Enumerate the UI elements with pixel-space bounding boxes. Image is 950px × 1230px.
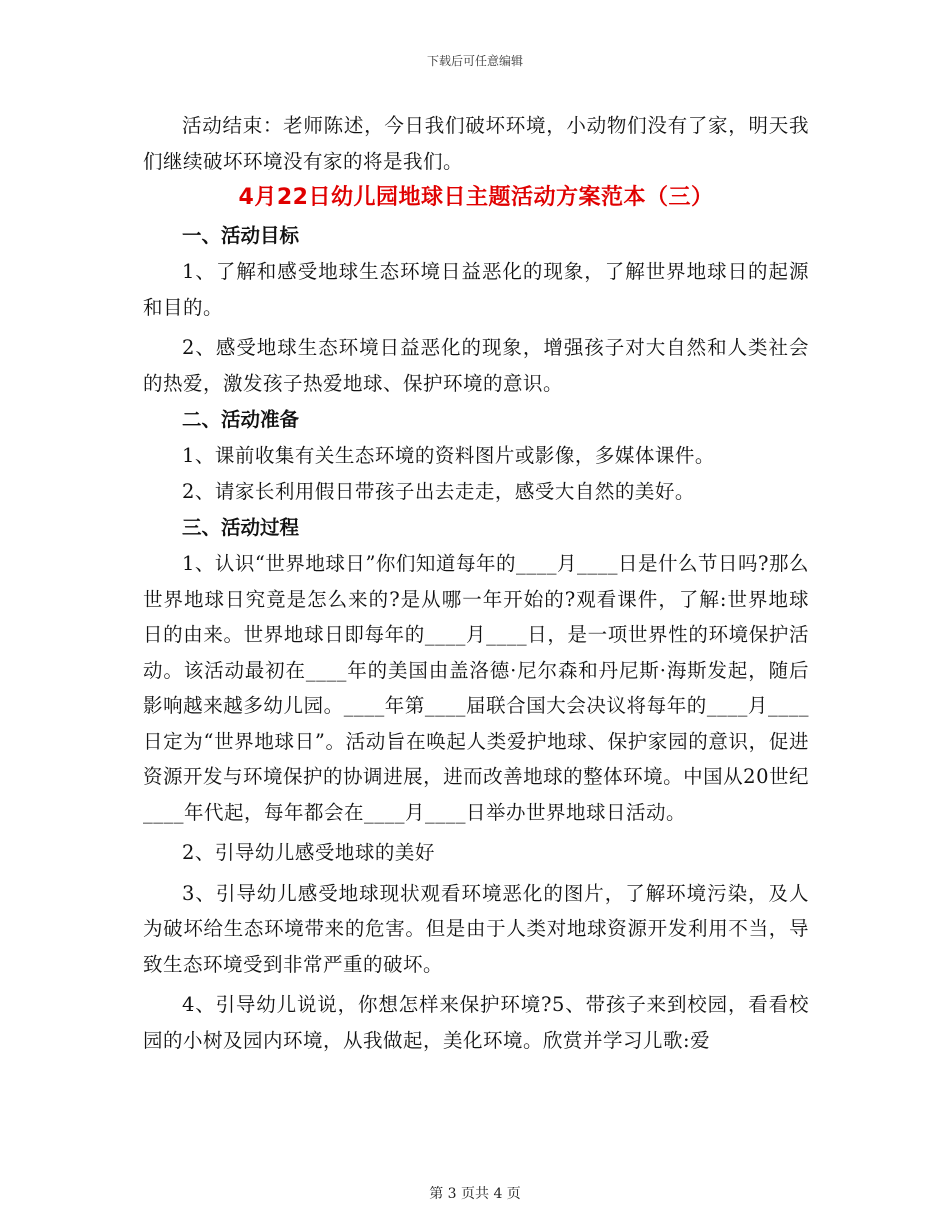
goal-item-2: 2、感受地球生态环境日益恶化的现象，增强孩子对大自然和人类社会的热爱，激发孩子热爱地球、保护环境的意识。 bbox=[143, 336, 809, 395]
document-body bbox=[143, 108, 809, 1058]
prep-item-2: 2、请家长利用假日带孩子出去走走，感受大自然的美好。 bbox=[182, 479, 695, 503]
goal-item-1: 1、了解和感受地球生态环境日益恶化的现象，了解世界地球日的起源和目的。 bbox=[143, 260, 809, 319]
page-header: 下载后可任意编辑 bbox=[426, 54, 523, 68]
process-item-1: 1、认识“世界地球日”你们知道每年的____月____日是什么节日吗?那么世界地球日究竟是怎么来的?是从哪一年开始的?观看课件，了解:世界地球日的由来。世界地球日即每年的____月____日，是一项世界性的环境保护活动。该活动最初在____年的美国由盖洛德·尼尔森和丹尼斯·海斯发起，随后影响越来越多幼儿园。____年第____届联合国大会决议将每年的____月____日定为“世界地球日”。活动旨在唤起人类爱护地球、保护家园的意识，促进资源开发与环境保护的协调进展，进而改善地球的整体环境。中国从20世纪____年代起，每年都会在____月____日举办世界地球日活动。 bbox=[143, 552, 809, 824]
process-item-3: 3、引导幼儿感受地球现状观看环境恶化的图片，了解环境污染，及人为破坏给生态环境带来的危害。但是由于人类对地球资源开发利用不当，导致生态环境受到非常严重的破坏。 bbox=[143, 881, 809, 976]
section-title: 4月22日幼儿园地球日主题活动方案范本（三） bbox=[238, 185, 714, 210]
process-heading: 三、活动过程 bbox=[182, 516, 300, 539]
closing-paragraph: 活动结束：老师陈述，今日我们破坏环境，小动物们没有了家，明天我们继续破坏环境没有家的将是我们。 bbox=[143, 114, 809, 173]
prep-item-1: 1、课前收集有关生态环境的资料图片或影像，多媒体课件。 bbox=[182, 444, 715, 467]
prep-heading: 二、活动准备 bbox=[182, 408, 300, 431]
process-item-4: 4、引导幼儿说说，你想怎样来保护环境?5、带孩子来到校园，看看校园的小树及园内环境，从我做起，美化环境。欣赏并学习儿歌:爱 bbox=[143, 993, 809, 1052]
process-item-2: 2、引导幼儿感受地球的美好 bbox=[182, 841, 435, 864]
goals-heading: 一、活动目标 bbox=[182, 224, 300, 247]
page-footer: 第 3 页共 4 页 bbox=[429, 1186, 521, 1202]
